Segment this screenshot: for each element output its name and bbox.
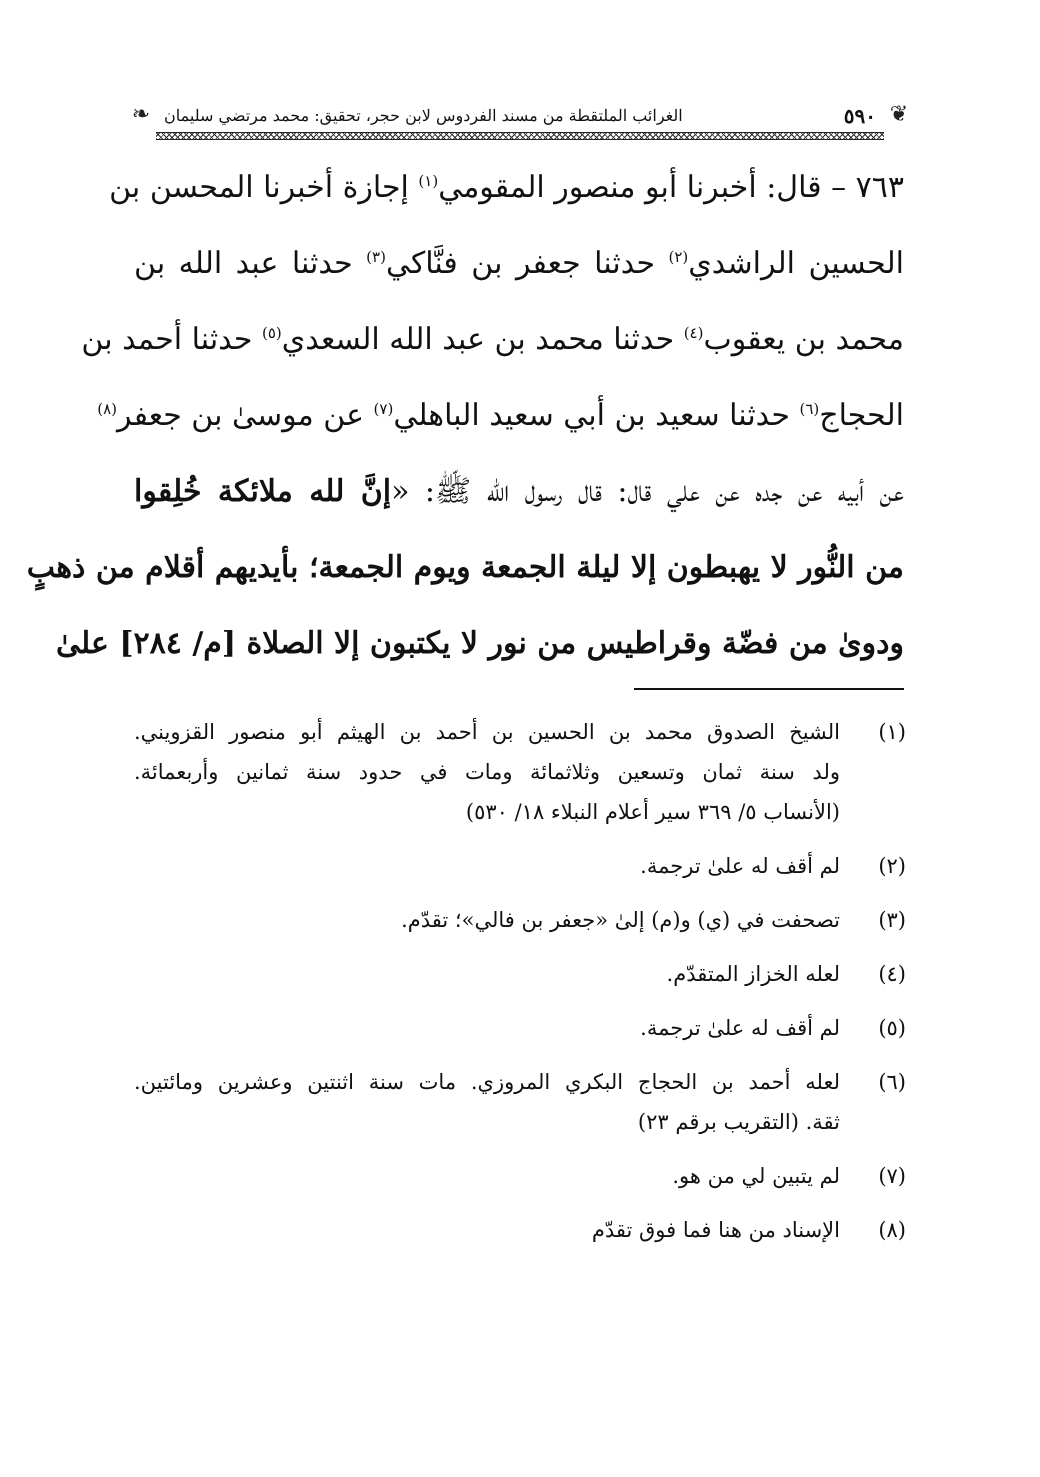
footnote-line: الشيخ الصدوق محمد بن الحسين بن أحمد بن الهيثم أبو منصور القزويني. (134, 720, 840, 744)
page-number: ٥٩٠ (843, 104, 876, 128)
footnote-number: (٤) (878, 962, 906, 986)
ornament-right-icon: ❦ (889, 102, 909, 127)
page-header (130, 98, 910, 142)
footnote-ref[interactable]: (٨) (97, 400, 118, 418)
text-segment: حدثنا سعيد بن أبي سعيد الباهلي (393, 398, 800, 433)
footnote-ref[interactable]: (١) (418, 172, 439, 190)
footnote-line: تصحفت في (ي) و(م) إلىٰ «جعفر بن فالي»؛ تقدّم. (401, 908, 840, 932)
footnote-line: لم يتبين لي من هو. (672, 1164, 840, 1188)
ornament-left-icon: ❧ (131, 102, 151, 127)
footnote-line: الإسناد من هنا فما فوق تقدّم (591, 1218, 840, 1242)
running-title: الغرائب الملتقطة من مسند الفردوس لابن حجر، تحقيق: محمد مرتضي سليمان (164, 106, 683, 125)
footnote-ref[interactable]: (٢) (668, 248, 689, 266)
footnote-ref[interactable]: (٤) (683, 324, 704, 342)
text-segment: حدثنا أحمد بن (81, 322, 262, 357)
text-segment: محمد بن يعقوب (703, 322, 904, 357)
footnote-8 (134, 1210, 906, 1250)
footnote-line: لعله الخزاز المتقدّم. (666, 962, 840, 986)
footnote-number: (٥) (878, 1016, 906, 1040)
footnote-number: (٧) (878, 1164, 906, 1188)
main-text (26, 150, 904, 682)
text-line-6: من النُّور لا يهبطون إلا ليلة الجمعة ويوم الجمعة؛ بأيديهم أقلام من ذهبٍ (26, 550, 904, 585)
footnote-line: ثقة. (التقريب برقم ٢٣) (637, 1110, 840, 1134)
text-segment: حدثنا جعفر بن فنَّاكي (385, 246, 669, 281)
footnote-line: ولد سنة ثمان وتسعين وثلاثمائة ومات في حدود سنة ثمانين وأربعمائة. (134, 760, 840, 784)
text-line-7: ودوىٰ من فضّة وقراطيس من نور لا يكتبون إلا الصلاة [م/ ٢٨٤] علىٰ (56, 626, 904, 661)
footnote-2 (134, 846, 906, 886)
footnote-1 (134, 712, 906, 832)
footnote-number: (١) (878, 720, 906, 744)
text-line-3 (81, 302, 904, 378)
footnote-number: (٦) (878, 1070, 906, 1094)
text-line-5 (134, 454, 904, 530)
footnote-ref[interactable]: (٧) (373, 400, 394, 418)
text-segment: الحسين الراشدي (688, 246, 904, 281)
text-segment: عن موسىٰ بن جعفر (117, 398, 374, 433)
text-segment: حدثنا عبد الله بن (134, 246, 367, 281)
footnote-line: لم أقف له علىٰ ترجمة. (640, 1016, 840, 1040)
footnote-number: (٨) (878, 1218, 906, 1242)
footnote-separator (634, 688, 904, 690)
footnote-line: لم أقف له علىٰ ترجمة. (640, 854, 840, 878)
text-line-2 (134, 226, 904, 302)
footnote-line: (الأنساب ٥/ ٣٦٩ سير أعلام النبلاء ١٨/ ٥٣٠) (465, 800, 840, 824)
footnote-ref[interactable]: (٦) (799, 400, 820, 418)
footnote-ref[interactable]: (٣) (366, 248, 386, 266)
text-line-4 (97, 378, 904, 454)
text-segment: عن أبيه عن جده عن علي قال: قال رسول الله ﷺ: « (391, 474, 904, 509)
header-rule (156, 132, 884, 140)
text-segment: الحجاج (819, 398, 904, 433)
footnote-line: لعله أحمد بن الحجاج البكري المروزي. مات سنة اثنتين وعشرين ومائتين. (134, 1070, 840, 1094)
text-segment: حدثنا محمد بن عبد الله السعدي (281, 322, 684, 357)
footnote-ref[interactable]: (٥) (262, 324, 282, 342)
text-segment: إجازة أخبرنا المحسن بن (109, 170, 419, 205)
footnote-6 (134, 1062, 906, 1142)
footnote-7 (134, 1156, 906, 1196)
footnotes (134, 712, 906, 1264)
footnote-4 (134, 954, 906, 994)
text-line-1 (109, 150, 904, 226)
text-segment: ٧٦٣ – قال: أخبرنا أبو منصور المقومي (438, 170, 904, 205)
footnote-3 (134, 900, 906, 940)
footnote-number: (٣) (878, 908, 906, 932)
footnote-number: (٢) (878, 854, 906, 878)
footnote-5 (134, 1008, 906, 1048)
hadith-text: إنَّ لله ملائكة خُلِقوا (134, 474, 392, 509)
